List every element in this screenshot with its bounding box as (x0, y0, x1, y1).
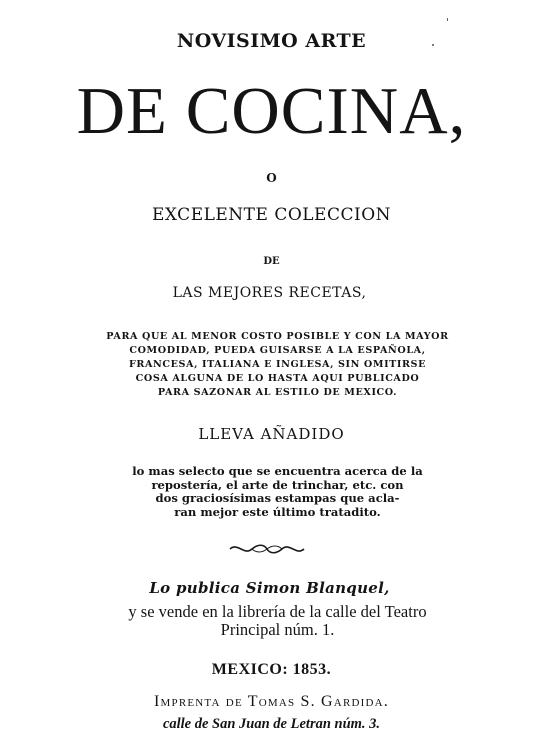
description-line: FRANCESA, ITALIANA E INGLESA, SIN OMITIRSE (128, 359, 426, 370)
description-line: PARA SAZONAR AL ESTILO DE MEXICO. (157, 387, 398, 398)
added-line: repostería, el arte de trinchar, etc. con (151, 477, 404, 492)
place-date: MEXICO: 1853. (211, 661, 332, 678)
description-line: COMODIDAD, PUEDA GUISARSE A LA ESPAÑOLA, (129, 345, 426, 356)
scroll-ornament-icon (228, 540, 306, 558)
seller-line: y se vende en la librería de la calle del Teatro (128, 602, 427, 621)
ink-speck (447, 18, 448, 21)
description-line: PARA QUE AL MENOR COSTO POSIBLE Y CON LA MAYOR (106, 331, 449, 342)
description-line: COSA ALGUNA DE LO HASTA AQUI PUBLICADO (135, 373, 420, 384)
added-line: ran mejor este último tratadito. (174, 504, 381, 519)
main-title: DE COCINA, (76, 74, 467, 148)
connector: DE (263, 256, 280, 267)
overline-title: NOVISIMO ARTE (176, 30, 367, 52)
address-line: calle de San Juan de Letran núm. 3. (162, 716, 381, 732)
seller-line: Principal núm. 1. (220, 620, 335, 639)
description-paragraph (0, 330, 555, 400)
subtitle: EXCELENTE COLECCION (151, 205, 392, 225)
added-line: dos graciosísimas estampas que acla- (155, 491, 400, 505)
publisher-line: Lo publica Simon Blanquel, (149, 579, 390, 597)
printer-line: Imprenta de Tomas S. Gardida. (154, 693, 389, 710)
added-line: lo mas selecto que se encuentra acerca de la (132, 464, 423, 478)
added-heading: LLEVA AÑADIDO (198, 425, 345, 443)
ink-speck (432, 44, 434, 46)
added-paragraph (0, 465, 555, 519)
conjunction: O (266, 171, 277, 185)
seller-block (0, 603, 555, 639)
subtitle-2: LAS MEJORES RECETAS, (172, 285, 367, 301)
